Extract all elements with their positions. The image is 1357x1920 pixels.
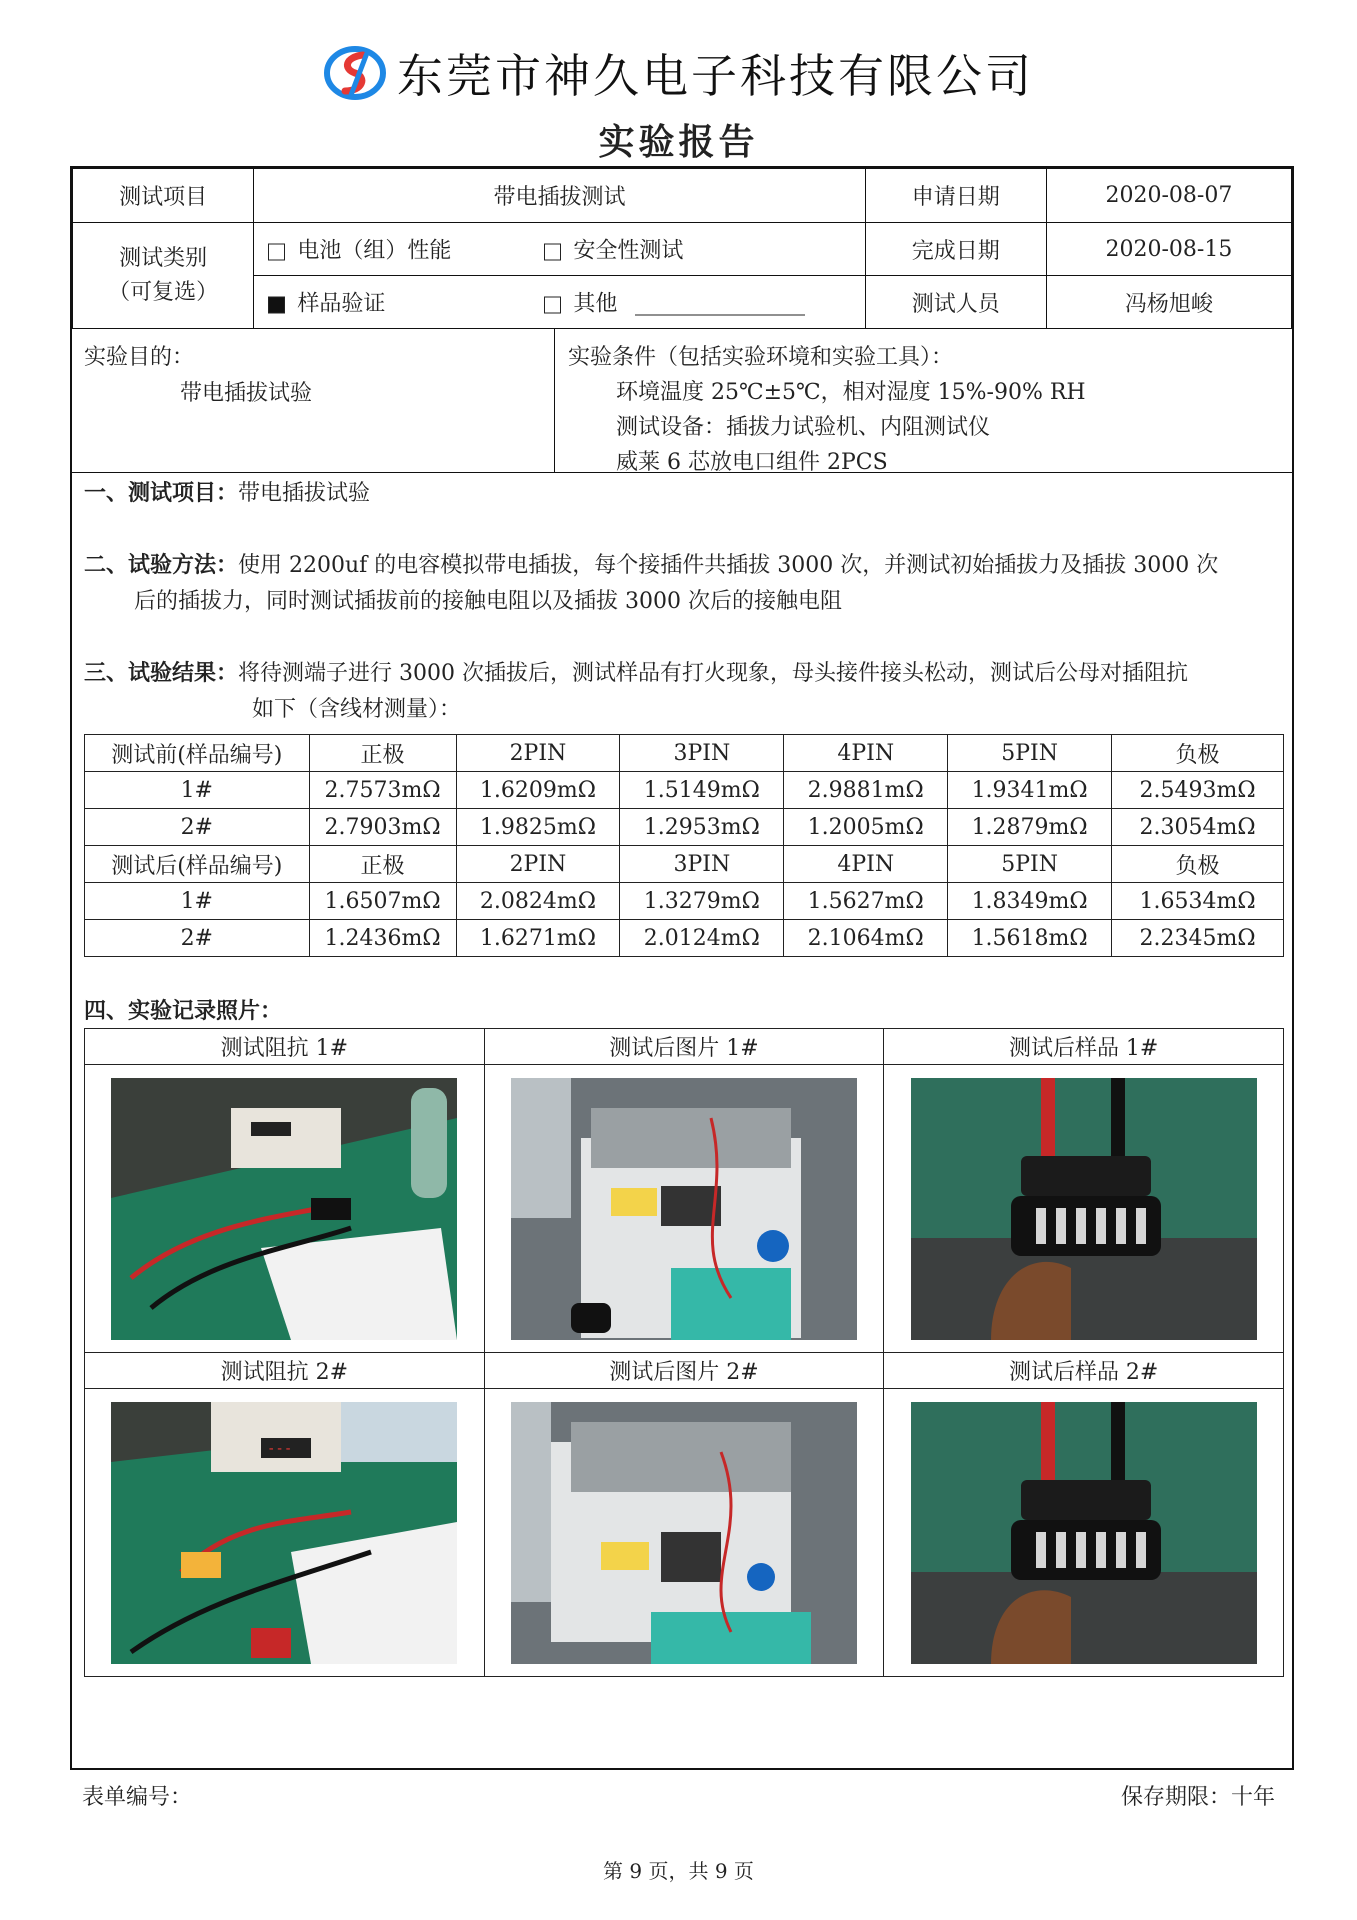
table-cell: 1.6507mΩ [309,883,456,920]
table-cell: 2.2345mΩ [1112,920,1284,957]
photo-caption: 测试阻抗 2# [85,1353,485,1389]
condition-equipment: 测试设备：插拔力试验机、内阻测试仪 [616,415,991,440]
photo-caption: 测试后图片 1# [484,1029,884,1065]
conditions-label: 实验条件（包括实验环境和实验工具）： [568,345,954,370]
table-cell: 2# [85,809,310,846]
category-label-line2: （可复选） [108,279,219,305]
table-cell: 负极 [1112,846,1284,883]
photo-sample-after-1 [911,1078,1257,1340]
table-cell: 2.5493mΩ [1112,772,1284,809]
purpose-section [72,328,1292,473]
photo-impedance-test-1 [111,1078,457,1340]
checked-checkbox-icon [268,296,285,313]
section2-label: 二、试验方法： [84,553,239,578]
table-cell: 1.2005mΩ [784,809,948,846]
section1-text: 带电插拔试验 [238,481,371,506]
finish-date-value: 2020-08-15 [1046,223,1291,276]
table-cell: 2.0124mΩ [620,920,784,957]
table-cell: 1.5627mΩ [784,883,948,920]
table-cell: 2# [85,920,310,957]
table-cell: 1.5618mΩ [948,920,1112,957]
purpose-label: 实验目的： [84,345,195,370]
table-cell: 测试后(样品编号) [85,846,310,883]
table-cell: 1.8349mΩ [948,883,1112,920]
option-safety[interactable] [544,234,683,265]
data-row-after [85,883,1284,920]
data-row-after [85,920,1284,957]
table-cell: 1# [85,883,310,920]
option-other[interactable] [544,287,805,318]
report-frame [70,166,1294,1770]
table-cell: 2.7573mΩ [309,772,456,809]
table-cell: 2PIN [456,846,620,883]
table-cell: 正极 [309,846,456,883]
page-number: 第 9 页，共 9 页 [603,1859,754,1883]
table-cell: 5PIN [948,846,1112,883]
table-cell: 1.3279mΩ [620,883,784,920]
table-cell: 负极 [1112,735,1284,772]
category-options-row2 [254,276,865,329]
report-header [0,40,1357,165]
info-table [72,168,1292,329]
table-cell: 1.6534mΩ [1112,883,1284,920]
table-cell: 2.9881mΩ [784,772,948,809]
section-method [84,548,1218,620]
table-cell: 3PIN [620,735,784,772]
table-cell: 1.2953mΩ [620,809,784,846]
retention-period: 保存期限：十年 [1120,1785,1275,1810]
table-cell: 2.3054mΩ [1112,809,1284,846]
table-cell: 1.6271mΩ [456,920,620,957]
data-row-before [85,772,1284,809]
document-title: 实验报告 [598,122,759,163]
category-options-row1 [254,223,865,276]
table-cell: 4PIN [784,735,948,772]
category-label-line1: 测试类别 [119,245,208,271]
option-other-label: 其他 [573,291,618,317]
other-blank-line [635,294,805,315]
header-row-after [85,846,1284,883]
condition-sample: 威莱 6 芯放电口组件 2PCS [616,450,888,475]
condition-environment: 环境温度 25℃±5℃，相对湿度 15%-90% RH [616,380,1086,405]
test-item-label: 测试项目 [73,169,254,223]
table-cell: 4PIN [784,846,948,883]
tester-label: 测试人员 [865,276,1046,329]
form-number: 表单编号： [82,1785,193,1810]
option-sample-label: 样品验证 [297,291,386,317]
table-cell: 测试前(样品编号) [85,735,310,772]
tester-value: 冯杨旭峻 [1046,276,1291,329]
section1-label: 一、测试项目： [84,481,239,506]
table-cell: 3PIN [620,846,784,883]
photo-caption: 测试后图片 2# [484,1353,884,1389]
section-results [84,656,1188,728]
table-cell: 1.9341mΩ [948,772,1112,809]
photo-impedance-test-2 [111,1402,457,1664]
table-cell: 1.2879mΩ [948,809,1112,846]
category-label [73,223,254,329]
checkbox-icon [544,296,561,313]
table-cell: 1.5149mΩ [620,772,784,809]
finish-date-label: 完成日期 [865,223,1046,276]
table-cell: 2.7903mΩ [309,809,456,846]
table-cell: 正极 [309,735,456,772]
section3-label: 三、试验结果： [84,661,239,686]
company-logo-icon [323,43,387,103]
section2-line1: 使用 2200uf 的电容模拟带电插拔，每个接插件共插拔 3000 次，并测试初始插拔力及插拔 3000 次 [238,553,1219,578]
photos-title: 四、实验记录照片： [84,999,283,1024]
photo-after-test-2 [511,1402,857,1664]
header-row-before [85,735,1284,772]
table-cell: 2PIN [456,735,620,772]
apply-date-value: 2020-08-07 [1046,169,1291,223]
table-cell: 1.9825mΩ [456,809,620,846]
photo-caption: 测试后样品 2# [884,1353,1284,1389]
section3-line1: 将待测端子进行 3000 次插拔后，测试样品有打火现象，母头接件接头松动，测试后公母对插阻抗 [238,661,1188,686]
table-cell: 2.0824mΩ [456,883,620,920]
option-sample[interactable] [268,287,385,318]
table-cell: 2.1064mΩ [784,920,948,957]
checkbox-icon [268,243,285,260]
option-battery[interactable] [268,234,451,265]
photo-caption: 测试后样品 1# [884,1029,1284,1065]
photos-table [84,1028,1284,1677]
photo-caption: 测试阻抗 1# [85,1029,485,1065]
section2-line2: 后的插拔力，同时测试插拔前的接触电阻以及插拔 3000 次后的接触电阻 [134,589,842,614]
option-battery-label: 电池（组）性能 [297,238,452,264]
section-test-item [84,476,370,512]
table-cell: 5PIN [948,735,1112,772]
photo-sample-after-2 [911,1402,1257,1664]
table-cell: 1.2436mΩ [309,920,456,957]
test-item-value: 带电插拔测试 [254,169,865,223]
section3-line2: 如下（含线材测量）： [252,697,462,722]
resistance-table [84,734,1284,957]
table-cell: 1# [85,772,310,809]
apply-date-label: 申请日期 [865,169,1046,223]
svg-text:---: --- [267,1440,293,1457]
checkbox-icon [544,243,561,260]
purpose-text: 带电插拔试验 [180,381,313,406]
photo-after-test-1 [511,1078,857,1340]
purpose-cell [72,328,555,472]
option-safety-label: 安全性测试 [573,238,684,264]
table-cell: 1.6209mΩ [456,772,620,809]
data-row-before [85,809,1284,846]
company-name: 东莞市神久电子科技有限公司 [397,49,1034,103]
